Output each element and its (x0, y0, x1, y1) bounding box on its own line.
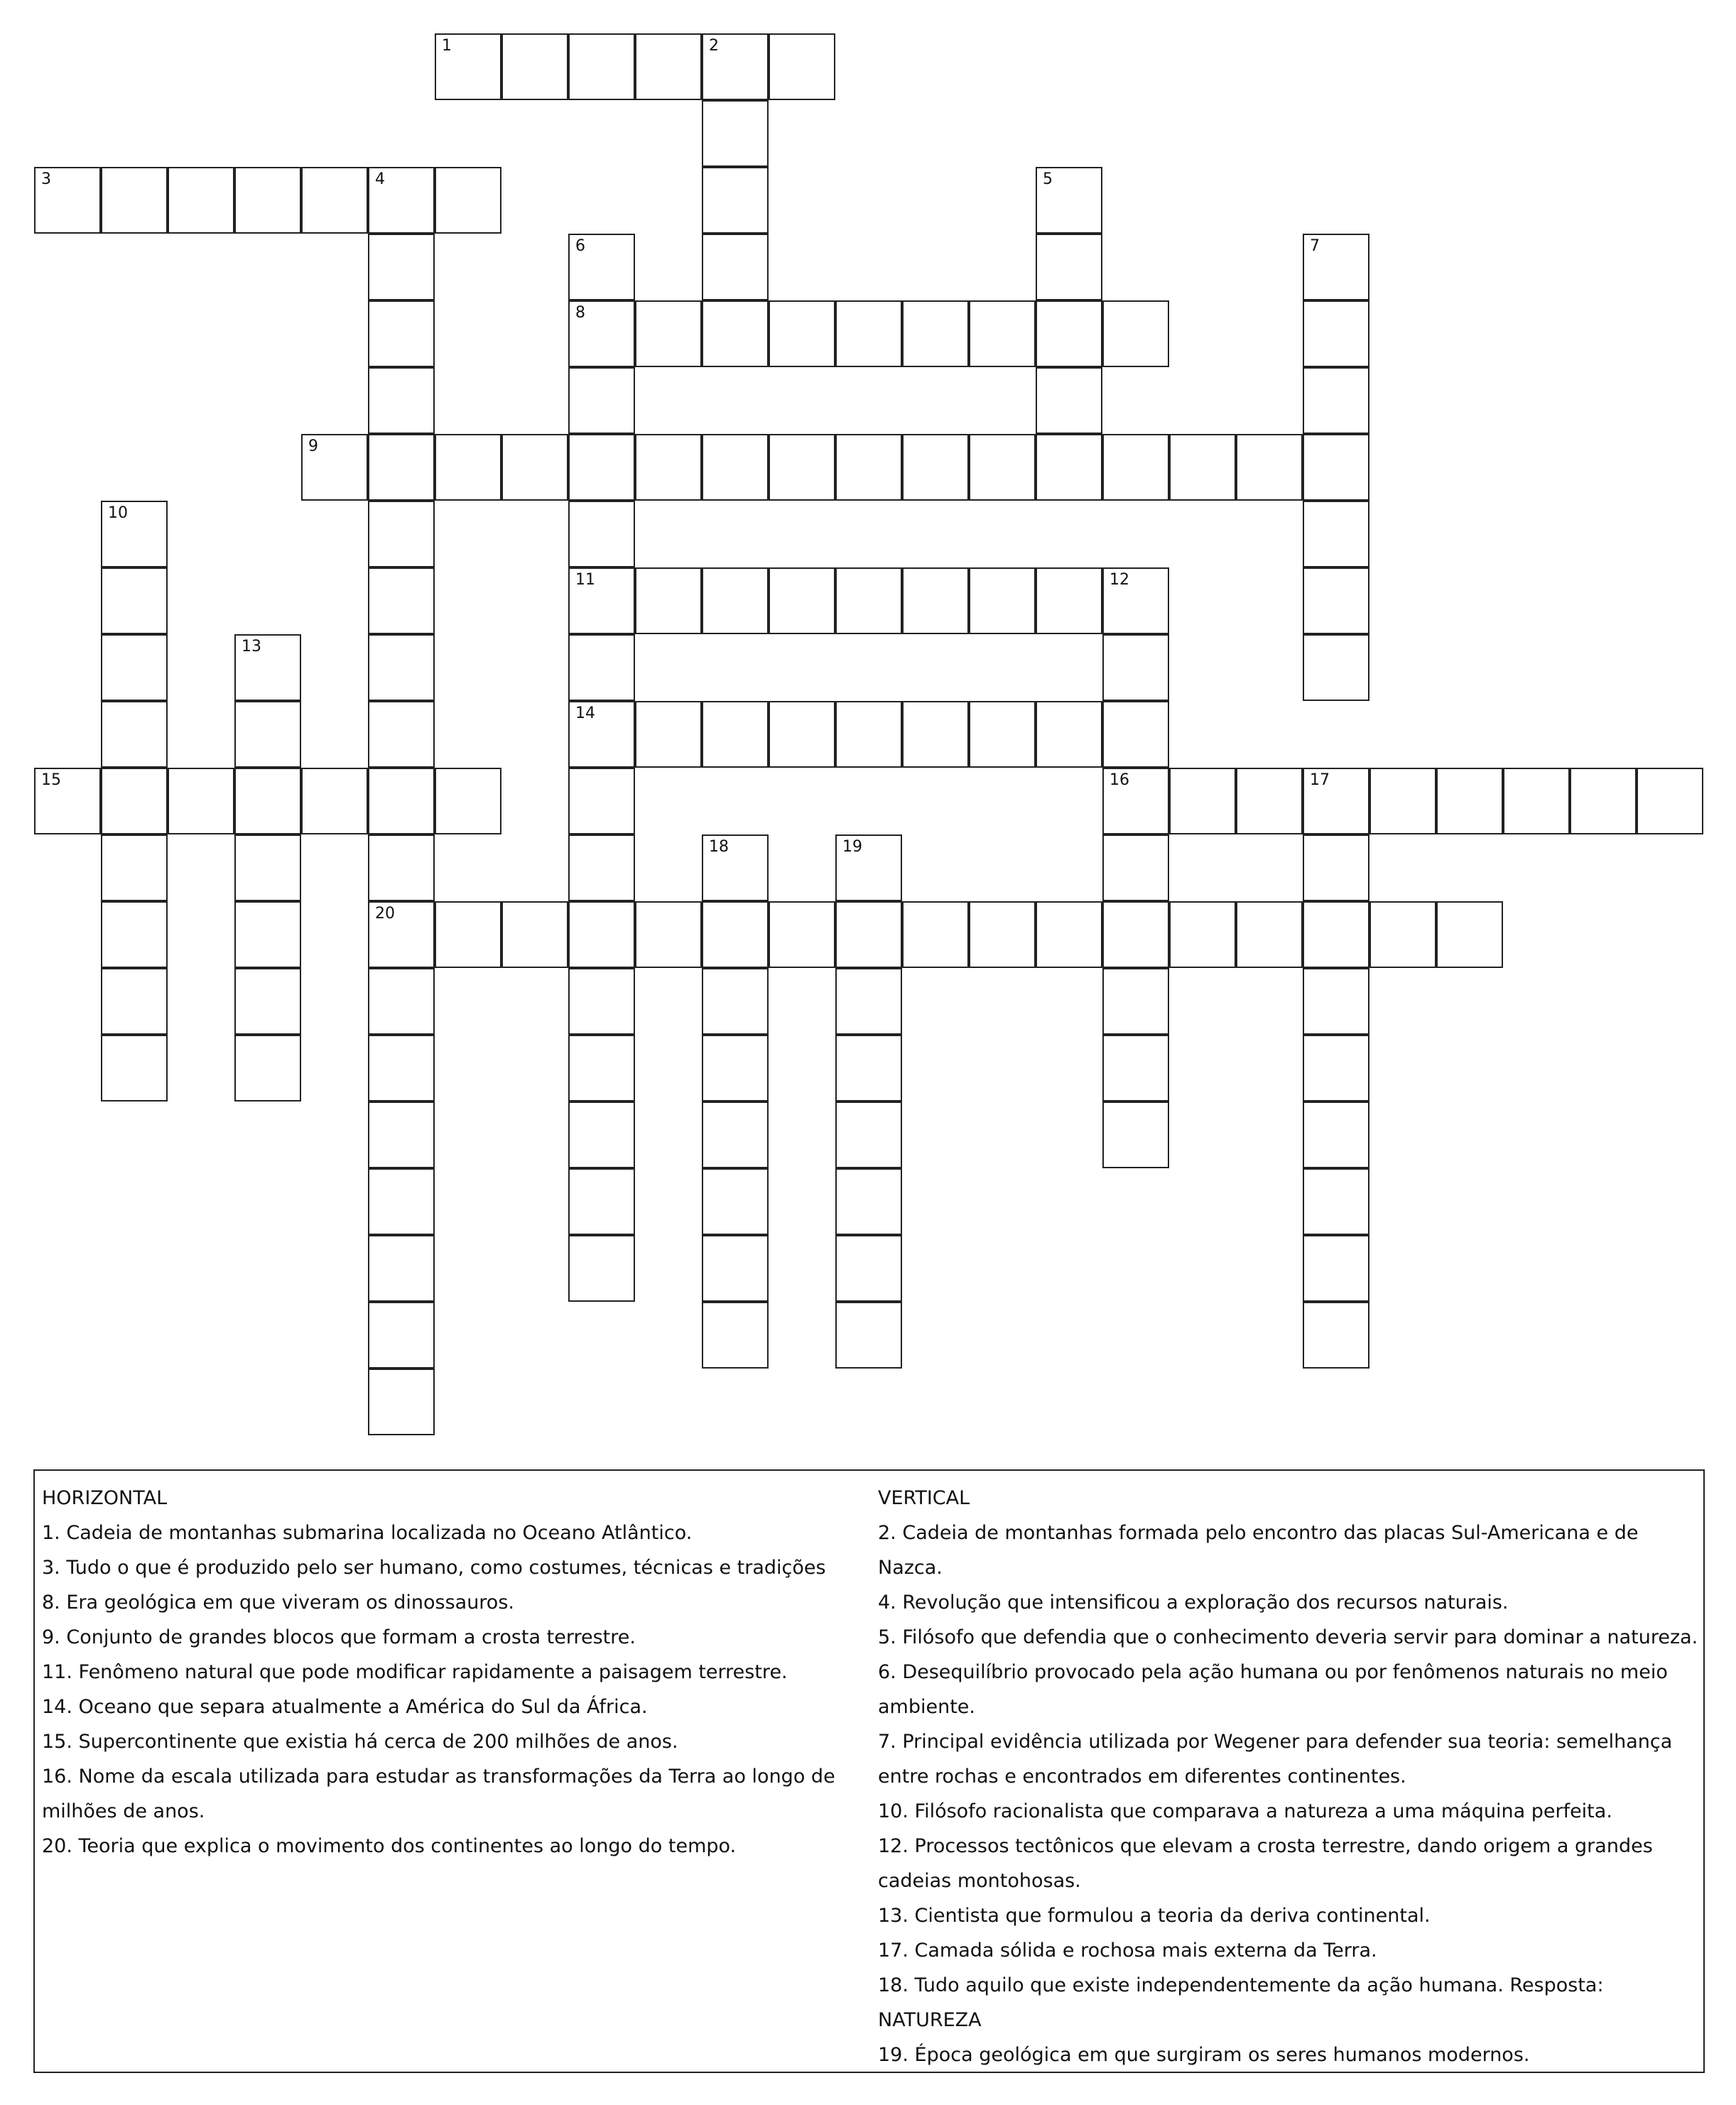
crossword-cell[interactable] (34, 167, 101, 234)
crossword-cell[interactable] (902, 701, 969, 768)
clue-line: 3. Tudo o que é produzido pelo ser humano, como costumes, técnicas e tradições (42, 1557, 826, 1579)
crossword-cell[interactable] (368, 1035, 435, 1102)
crossword-cell[interactable] (568, 1168, 635, 1235)
crossword-cell[interactable] (368, 834, 435, 901)
crossword-cell[interactable] (635, 701, 702, 768)
crossword-cell[interactable] (568, 968, 635, 1035)
crossword-cell[interactable] (1303, 300, 1369, 367)
crossword-cell[interactable] (234, 968, 301, 1035)
crossword-cell[interactable] (101, 701, 168, 768)
crossword-cell[interactable] (1036, 901, 1102, 968)
crossword-cell[interactable] (702, 1168, 769, 1235)
crossword-cell[interactable] (1303, 434, 1369, 501)
clue-number: 2 (709, 37, 719, 55)
crossword-cell[interactable] (1303, 1035, 1369, 1102)
crossword-cell[interactable] (1303, 1302, 1369, 1369)
clue-number: 3 (41, 170, 51, 188)
crossword-cell[interactable] (501, 33, 568, 100)
crossword-cell[interactable] (568, 567, 635, 634)
crossword-cell[interactable] (769, 434, 835, 501)
crossword-cell[interactable] (635, 33, 702, 100)
clue-number: 8 (575, 304, 585, 322)
crossword-cell[interactable] (1236, 434, 1303, 501)
crossword-cell[interactable] (568, 300, 635, 367)
crossword-cell[interactable] (1102, 300, 1169, 367)
crossword-cell[interactable] (835, 968, 902, 1035)
clue-line: 5. Filósofo que defendia que o conhecimento deveria servir para dominar a natureza. (878, 1626, 1698, 1648)
crossword-cell[interactable] (1102, 768, 1169, 834)
crossword-cell[interactable] (234, 834, 301, 901)
crossword-cell[interactable] (1102, 834, 1169, 901)
crossword-cell[interactable] (702, 434, 769, 501)
crossword-cell[interactable] (1236, 768, 1303, 834)
clue-number: 6 (575, 237, 585, 255)
crossword-cell[interactable] (1637, 768, 1703, 834)
clue-number: 18 (709, 838, 729, 856)
crossword-cell[interactable] (702, 1035, 769, 1102)
crossword-cell[interactable] (769, 33, 835, 100)
clue-line: 17. Camada sólida e rochosa mais externa da Terra. (878, 1940, 1377, 1962)
crossword-cell[interactable] (368, 501, 435, 567)
crossword-cell[interactable] (101, 968, 168, 1035)
crossword-cell[interactable] (568, 701, 635, 768)
crossword-cell[interactable] (1169, 434, 1236, 501)
crossword-cell[interactable] (702, 234, 769, 300)
crossword-cell[interactable] (368, 768, 435, 834)
crossword-cell[interactable] (702, 1102, 769, 1168)
crossword-cell[interactable] (1036, 567, 1102, 634)
crossword-cell[interactable] (1102, 567, 1169, 634)
crossword-cell[interactable] (101, 834, 168, 901)
clue-line: NATUREZA (878, 2009, 982, 2031)
vertical-heading: VERTICAL (878, 1487, 970, 1509)
clue-line: ambiente. (878, 1696, 975, 1718)
crossword-cell[interactable] (1036, 367, 1102, 434)
crossword-cell[interactable] (902, 434, 969, 501)
crossword-cell[interactable] (368, 1369, 435, 1435)
crossword-cell[interactable] (702, 834, 769, 901)
crossword-cell[interactable] (1102, 1102, 1169, 1168)
crossword-cell[interactable] (435, 33, 501, 100)
clue-line: milhões de anos. (42, 1800, 205, 1822)
clue-number: 19 (842, 838, 862, 856)
crossword-cell[interactable] (835, 834, 902, 901)
clue-number: 5 (1043, 170, 1053, 188)
crossword-cell[interactable] (101, 634, 168, 701)
clue-line: 6. Desequilíbrio provocado pela ação humana ou por fenômenos naturais no meio (878, 1661, 1668, 1683)
crossword-cell[interactable] (368, 968, 435, 1035)
crossword-cell[interactable] (368, 1235, 435, 1302)
crossword-cell[interactable] (435, 434, 501, 501)
crossword-cell[interactable] (368, 634, 435, 701)
crossword-cell[interactable] (1036, 434, 1102, 501)
crossword-cell[interactable] (368, 1102, 435, 1168)
crossword-cell[interactable] (1169, 901, 1236, 968)
crossword-cell[interactable] (234, 634, 301, 701)
crossword-cell[interactable] (1303, 1102, 1369, 1168)
crossword-cell[interactable] (368, 167, 435, 234)
crossword-cell[interactable] (1102, 701, 1169, 768)
clue-line: 18. Tudo aquilo que existe independentemente da ação humana. Resposta: (878, 1974, 1604, 1996)
crossword-cell[interactable] (101, 768, 168, 834)
crossword-cell[interactable] (1503, 768, 1570, 834)
crossword-cell[interactable] (1570, 768, 1637, 834)
crossword-cell[interactable] (234, 901, 301, 968)
crossword-cell[interactable] (969, 701, 1036, 768)
clue-line: 13. Cientista que formulou a teoria da deriva continental. (878, 1905, 1431, 1927)
clue-line: 12. Processos tectônicos que elevam a crosta terrestre, dando origem a grandes (878, 1835, 1653, 1857)
clue-line: entre rochas e encontrados em diferentes continentes. (878, 1766, 1406, 1788)
crossword-cell[interactable] (568, 1035, 635, 1102)
vertical-clues (878, 1481, 1702, 2072)
crossword-cell[interactable] (568, 501, 635, 567)
crossword-cell[interactable] (368, 234, 435, 300)
crossword-cell[interactable] (635, 567, 702, 634)
crossword-cell[interactable] (1236, 901, 1303, 968)
crossword-cell[interactable] (301, 167, 368, 234)
crossword-cell[interactable] (101, 901, 168, 968)
crossword-cell[interactable] (568, 1102, 635, 1168)
crossword-cell[interactable] (501, 434, 568, 501)
crossword-cell[interactable] (1102, 968, 1169, 1035)
crossword-cell[interactable] (969, 300, 1036, 367)
crossword-cell[interactable] (234, 701, 301, 768)
crossword-cell[interactable] (1303, 234, 1369, 300)
clue-line: 9. Conjunto de grandes blocos que formam a crosta terrestre. (42, 1626, 636, 1648)
crossword-cell[interactable] (702, 701, 769, 768)
clue-line: 2. Cadeia de montanhas formada pelo encontro das placas Sul-Americana e de Nazca. (878, 1522, 1639, 1579)
crossword-cell[interactable] (568, 768, 635, 834)
crossword-cell[interactable] (1303, 367, 1369, 434)
crossword-cell[interactable] (1303, 834, 1369, 901)
crossword-cell[interactable] (835, 901, 902, 968)
crossword-cell[interactable] (1036, 167, 1102, 234)
crossword-cell[interactable] (702, 968, 769, 1035)
clue-line: 8. Era geológica em que viveram os dinossauros. (42, 1592, 514, 1614)
crossword-cell[interactable] (1102, 901, 1169, 968)
clue-line: 4. Revolução que intensificou a exploração dos recursos naturais. (878, 1592, 1509, 1614)
clue-line: 16. Nome da escala utilizada para estudar as transformações da Terra ao longo de (42, 1766, 835, 1788)
crossword-cell[interactable] (1436, 901, 1503, 968)
clue-number: 15 (41, 771, 61, 789)
crossword-cell[interactable] (234, 1035, 301, 1102)
crossword-cell[interactable] (101, 1035, 168, 1102)
crossword-cell[interactable] (568, 434, 635, 501)
crossword-cell[interactable] (902, 300, 969, 367)
crossword-cell[interactable] (1303, 1235, 1369, 1302)
crossword-cell[interactable] (1303, 1168, 1369, 1235)
crossword-cell[interactable] (1102, 434, 1169, 501)
clue-line: 10. Filósofo racionalista que comparava a natureza a uma máquina perfeita. (878, 1800, 1612, 1822)
crossword-cell[interactable] (902, 901, 969, 968)
clue-number: 10 (108, 504, 128, 522)
crossword-cell[interactable] (969, 434, 1036, 501)
crossword-cell[interactable] (34, 768, 101, 834)
crossword-cell[interactable] (501, 901, 568, 968)
crossword-cell[interactable] (368, 1168, 435, 1235)
crossword-cell[interactable] (902, 567, 969, 634)
crossword-cell[interactable] (769, 300, 835, 367)
crossword-cell[interactable] (1036, 701, 1102, 768)
crossword-cell[interactable] (835, 300, 902, 367)
clue-line: cadeias montohosas. (878, 1870, 1081, 1892)
crossword-cell[interactable] (568, 367, 635, 434)
crossword-cell[interactable] (769, 901, 835, 968)
crossword-cell[interactable] (568, 834, 635, 901)
crossword-cell[interactable] (702, 567, 769, 634)
clue-number: 12 (1110, 571, 1129, 589)
crossword-cell[interactable] (635, 901, 702, 968)
crossword-cell[interactable] (969, 901, 1036, 968)
crossword-cell[interactable] (702, 167, 769, 234)
crossword-cell[interactable] (1303, 567, 1369, 634)
crossword-cell[interactable] (635, 434, 702, 501)
crossword-cell[interactable] (1303, 768, 1369, 834)
crossword-cell[interactable] (1102, 634, 1169, 701)
crossword-cell[interactable] (835, 701, 902, 768)
clue-line: 1. Cadeia de montanhas submarina localizada no Oceano Atlântico. (42, 1522, 693, 1544)
crossword-cell[interactable] (368, 434, 435, 501)
crossword-cell[interactable] (635, 300, 702, 367)
crossword-cell[interactable] (368, 1302, 435, 1369)
crossword-cell[interactable] (969, 567, 1036, 634)
clue-line: 14. Oceano que separa atualmente a América do Sul da África. (42, 1696, 648, 1718)
crossword-cell[interactable] (702, 1235, 769, 1302)
clue-number: 9 (308, 437, 318, 455)
clue-number: 7 (1310, 237, 1320, 255)
crossword-cell[interactable] (568, 901, 635, 968)
crossword-cell[interactable] (435, 901, 501, 968)
crossword-cell[interactable] (1369, 768, 1436, 834)
crossword-cell[interactable] (702, 33, 769, 100)
crossword-cell[interactable] (1303, 968, 1369, 1035)
crossword-cell[interactable] (769, 701, 835, 768)
crossword-cell[interactable] (568, 634, 635, 701)
crossword-cell[interactable] (1303, 501, 1369, 567)
clue-number: 11 (575, 571, 595, 589)
crossword-cell[interactable] (835, 434, 902, 501)
clue-number: 20 (375, 905, 395, 923)
crossword-cell[interactable] (1102, 1035, 1169, 1102)
crossword-cell[interactable] (234, 167, 301, 234)
crossword-cell[interactable] (1303, 634, 1369, 701)
clue-number: 1 (442, 37, 452, 55)
clue-number: 16 (1110, 771, 1129, 789)
crossword-cell[interactable] (1436, 768, 1503, 834)
crossword-cell[interactable] (435, 167, 501, 234)
crossword-cell[interactable] (168, 167, 234, 234)
crossword-cell[interactable] (234, 768, 301, 834)
crossword-cell[interactable] (368, 701, 435, 768)
clue-number: 4 (375, 170, 385, 188)
crossword-cell[interactable] (101, 167, 168, 234)
crossword-cell[interactable] (1036, 234, 1102, 300)
crossword-cell[interactable] (1303, 901, 1369, 968)
crossword-cell[interactable] (835, 1235, 902, 1302)
clue-line: 19. Época geológica em que surgiram os seres humanos modernos. (878, 2044, 1530, 2066)
crossword-cell[interactable] (368, 901, 435, 968)
crossword-cell[interactable] (568, 234, 635, 300)
crossword-cell[interactable] (101, 567, 168, 634)
clue-line: 20. Teoria que explica o movimento dos continentes ao longo do tempo. (42, 1835, 737, 1857)
clue-line: 7. Principal evidência utilizada por Wegener para defender sua teoria: semelhança (878, 1731, 1673, 1753)
crossword-cell[interactable] (835, 1102, 902, 1168)
clue-line: 15. Supercontinente que existia há cerca de 200 milhões de anos. (42, 1731, 678, 1753)
crossword-cell[interactable] (368, 300, 435, 367)
crossword-cell[interactable] (835, 1302, 902, 1369)
crossword-cell[interactable] (301, 434, 368, 501)
crossword-cell[interactable] (168, 768, 234, 834)
crossword-cell[interactable] (702, 300, 769, 367)
horizontal-heading: HORIZONTAL (42, 1487, 168, 1509)
clue-number: 17 (1310, 771, 1330, 789)
crossword-cell[interactable] (101, 501, 168, 567)
crossword-cell[interactable] (568, 1235, 635, 1302)
crossword-cell[interactable] (368, 367, 435, 434)
crossword-cell[interactable] (1369, 901, 1436, 968)
clues-box (33, 1469, 1705, 2073)
clue-line: 11. Fenômeno natural que pode modificar rapidamente a paisagem terrestre. (42, 1661, 788, 1683)
horizontal-clues (42, 1481, 859, 1864)
crossword-cell[interactable] (435, 768, 501, 834)
crossword-cell[interactable] (702, 100, 769, 167)
crossword-cell[interactable] (769, 567, 835, 634)
crossword-cell[interactable] (835, 1168, 902, 1235)
crossword-cell[interactable] (1169, 768, 1236, 834)
crossword-cell[interactable] (835, 567, 902, 634)
clue-number: 13 (242, 638, 261, 656)
crossword-cell[interactable] (702, 1302, 769, 1369)
crossword-cell[interactable] (368, 567, 435, 634)
crossword-cell[interactable] (1036, 300, 1102, 367)
crossword-cell[interactable] (702, 901, 769, 968)
crossword-cell[interactable] (301, 768, 368, 834)
crossword-cell[interactable] (568, 33, 635, 100)
crossword-cell[interactable] (835, 1035, 902, 1102)
clue-number: 14 (575, 705, 595, 722)
